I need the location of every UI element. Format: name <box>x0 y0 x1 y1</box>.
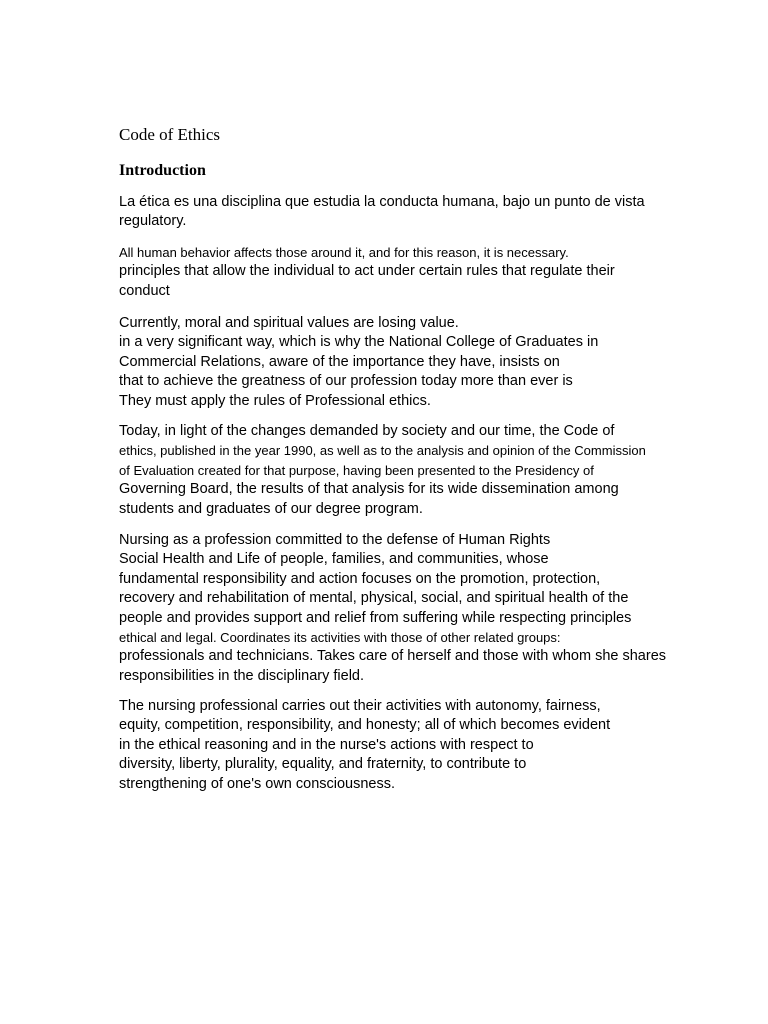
paragraph-line: The nursing professional carries out their activities with autonomy, fairness, <box>119 698 601 714</box>
paragraph-line: recovery and rehabilitation of mental, physical, social, and spiritual health of the <box>119 590 629 607</box>
paragraph-line: people and provides support and relief from suffering while respecting principles <box>119 609 632 626</box>
paragraph-line: La ética es una disciplina que estudia la conducta humana, bajo un punto de vista <box>119 194 645 210</box>
paragraph-line: Nursing as a profession committed to the defense of Human Rights <box>119 532 551 548</box>
section-heading-introduction: Introduction <box>119 162 206 179</box>
paragraph-3 <box>119 314 598 411</box>
paragraph-line: regulatory. <box>119 213 187 230</box>
paragraph-5 <box>119 531 666 686</box>
paragraph-line: Governing Board, the results of that analysis for its wide dissemination among <box>119 481 619 498</box>
paragraph-line: students and graduates of our degree program. <box>119 500 423 517</box>
paragraph-line: equity, competition, responsibility, and honesty; all of which becomes evident <box>119 717 611 734</box>
paragraph-line: ethical and legal. Coordinates its activities with those of other related groups: <box>119 629 561 645</box>
paragraph-line: of Evaluation created for that purpose, having been presented to the Presidency of <box>119 462 594 478</box>
paragraph-4 <box>119 422 646 519</box>
paragraph-line: responsibilities in the disciplinary field. <box>119 667 365 684</box>
paragraph-line: in a very significant way, which is why the National College of Graduates in <box>119 334 599 351</box>
document-title: Code of Ethics <box>119 125 221 144</box>
paragraph-6 <box>119 697 610 794</box>
paragraph-1 <box>119 193 645 232</box>
paragraph-line: Currently, moral and spiritual values are losing value. <box>119 315 459 331</box>
paragraph-line: that to achieve the greatness of our profession today more than ever is <box>119 373 573 390</box>
paragraph-line: Social Health and Life of people, families, and communities, whose <box>119 551 549 568</box>
paragraph-line: fundamental responsibility and action focuses on the promotion, protection, <box>119 570 601 587</box>
paragraph-line: in the ethical reasoning and in the nurse's actions with respect to <box>119 736 534 753</box>
paragraph-line: strengthening of one's own consciousness. <box>119 775 396 792</box>
paragraph-line: conduct <box>119 282 170 299</box>
paragraph-line: They must apply the rules of Professional ethics. <box>119 392 431 409</box>
paragraph-line: All human behavior affects those around it, and for this reason, it is necessary. <box>119 245 569 260</box>
paragraph-line: principles that allow the individual to act under certain rules that regulate their <box>119 263 615 280</box>
paragraph-line: diversity, liberty, plurality, equality, and fraternity, to contribute to <box>119 756 527 773</box>
paragraph-line: Commercial Relations, aware of the importance they have, insists on <box>119 353 560 370</box>
paragraph-line: ethics, published in the year 1990, as well as to the analysis and opinion of the Commission <box>119 443 646 459</box>
paragraph-line: professionals and technicians. Takes care of herself and those with whom she shares <box>119 648 667 665</box>
paragraph-line: Today, in light of the changes demanded by society and our time, the Code of <box>119 423 615 439</box>
paragraph-2 <box>119 243 615 301</box>
